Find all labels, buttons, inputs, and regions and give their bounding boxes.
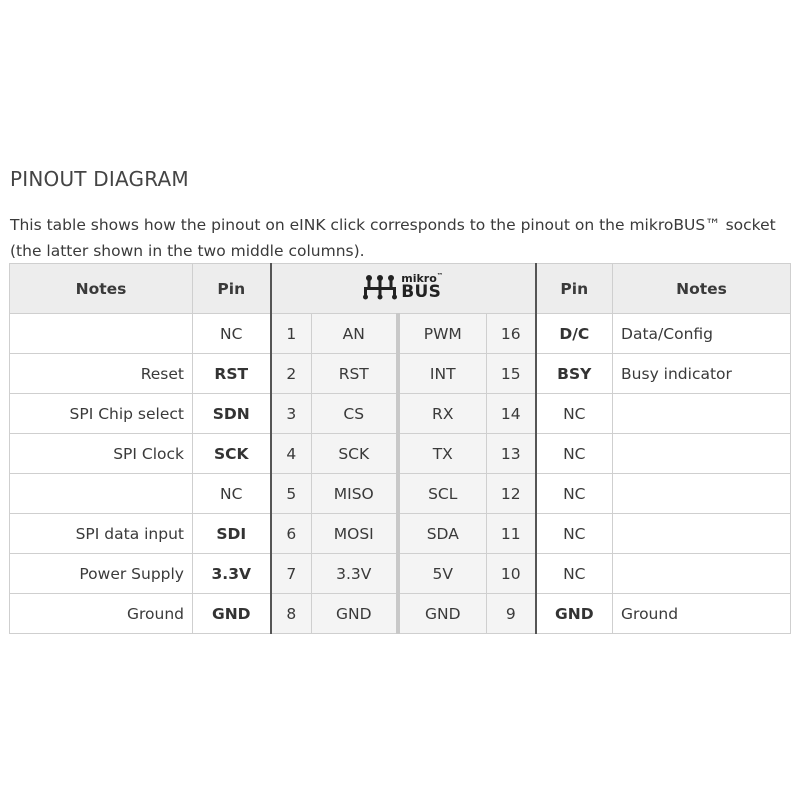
pin-right-cell: D/C	[536, 314, 613, 354]
logo-bottom-text: BUS	[401, 282, 442, 302]
notes-right-cell	[613, 394, 791, 434]
table-row	[10, 434, 791, 474]
notes-left-cell	[10, 314, 193, 354]
mikrobus-function-right: TX	[398, 434, 487, 474]
mikrobus-function-right: SCL	[398, 474, 487, 514]
notes-right-cell	[613, 514, 791, 554]
pin-left-cell: SDI	[193, 514, 271, 554]
notes-left-cell	[10, 474, 193, 514]
notes-left-cell: Power Supply	[10, 554, 193, 594]
mikrobus-pin-number-left: 2	[271, 354, 312, 394]
mikrobus-pin-number-left: 4	[271, 434, 312, 474]
notes-right-cell	[613, 474, 791, 514]
mikrobus-function-left: 3.3V	[312, 554, 398, 594]
mikrobus-function-right: GND	[398, 594, 487, 634]
pin-right-cell: NC	[536, 394, 613, 434]
notes-left-cell: Reset	[10, 354, 193, 394]
mikrobus-function-right: 5V	[398, 554, 487, 594]
mikrobus-function-left: MOSI	[312, 514, 398, 554]
pin-left-cell: GND	[193, 594, 271, 634]
notes-left-cell: SPI Clock	[10, 434, 193, 474]
mikrobus-network-icon	[363, 274, 397, 300]
pin-right-cell: NC	[536, 514, 613, 554]
mikrobus-function-left: SCK	[312, 434, 398, 474]
mikrobus-pin-number-right: 11	[487, 514, 536, 554]
table-row	[10, 314, 791, 354]
table-row	[10, 594, 791, 634]
mikrobus-pin-number-right: 14	[487, 394, 536, 434]
notes-right-cell	[613, 554, 791, 594]
mikrobus-pin-number-left: 1	[271, 314, 312, 354]
mikrobus-function-left: RST	[312, 354, 398, 394]
mikrobus-pin-number-left: 3	[271, 394, 312, 434]
mikrobus-function-right: PWM	[398, 314, 487, 354]
mikrobus-pin-number-right: 13	[487, 434, 536, 474]
mikrobus-pin-number-right: 9	[487, 594, 536, 634]
mikrobus-function-left: CS	[312, 394, 398, 434]
section-description: This table shows how the pinout on eINK click corresponds to the pinout on the mikroBUS™ socket (the latter shown in the two middle columns).	[10, 215, 776, 260]
mikrobus-pin-number-left: 8	[271, 594, 312, 634]
notes-right-cell: Data/Config	[613, 314, 791, 354]
pin-right-cell: GND	[536, 594, 613, 634]
table-row	[10, 514, 791, 554]
mikrobus-function-left: GND	[312, 594, 398, 634]
logo-top-text: mikro™	[401, 272, 443, 285]
mikrobus-function-left: AN	[312, 314, 398, 354]
table-header-row	[10, 264, 791, 314]
table-row	[10, 474, 791, 514]
mikrobus-pin-number-right: 15	[487, 354, 536, 394]
notes-left-cell: Ground	[10, 594, 193, 634]
header-notes-right: Notes	[613, 264, 791, 314]
notes-right-cell: Ground	[613, 594, 791, 634]
mikrobus-function-right: INT	[398, 354, 487, 394]
pin-left-cell: NC	[193, 314, 271, 354]
mikrobus-pin-number-right: 12	[487, 474, 536, 514]
section-title: PINOUT DIAGRAM	[10, 166, 189, 191]
pin-left-cell: NC	[193, 474, 271, 514]
notes-left-cell: SPI Chip select	[10, 394, 193, 434]
header-pin-left: Pin	[193, 264, 271, 314]
pin-left-cell: SCK	[193, 434, 271, 474]
pinout-table	[9, 263, 791, 634]
table-row	[10, 354, 791, 394]
pin-left-cell: 3.3V	[193, 554, 271, 594]
mikrobus-function-right: SDA	[398, 514, 487, 554]
mikrobus-pin-number-right: 10	[487, 554, 536, 594]
pin-right-cell: BSY	[536, 354, 613, 394]
mikrobus-pin-number-left: 7	[271, 554, 312, 594]
pin-right-cell: NC	[536, 474, 613, 514]
mikrobus-function-right: RX	[398, 394, 487, 434]
pin-right-cell: NC	[536, 434, 613, 474]
header-mikrobus-logo	[271, 264, 536, 314]
header-notes-left: Notes	[10, 264, 193, 314]
header-pin-right: Pin	[536, 264, 613, 314]
notes-right-cell: Busy indicator	[613, 354, 791, 394]
pin-left-cell: RST	[193, 354, 271, 394]
pin-right-cell: NC	[536, 554, 613, 594]
table-row	[10, 394, 791, 434]
table-row	[10, 554, 791, 594]
mikrobus-pin-number-left: 5	[271, 474, 312, 514]
notes-right-cell	[613, 434, 791, 474]
mikrobus-logo	[363, 273, 443, 301]
mikrobus-pin-number-right: 16	[487, 314, 536, 354]
mikrobus-pin-number-left: 6	[271, 514, 312, 554]
pin-left-cell: SDN	[193, 394, 271, 434]
notes-left-cell: SPI data input	[10, 514, 193, 554]
mikrobus-function-left: MISO	[312, 474, 398, 514]
